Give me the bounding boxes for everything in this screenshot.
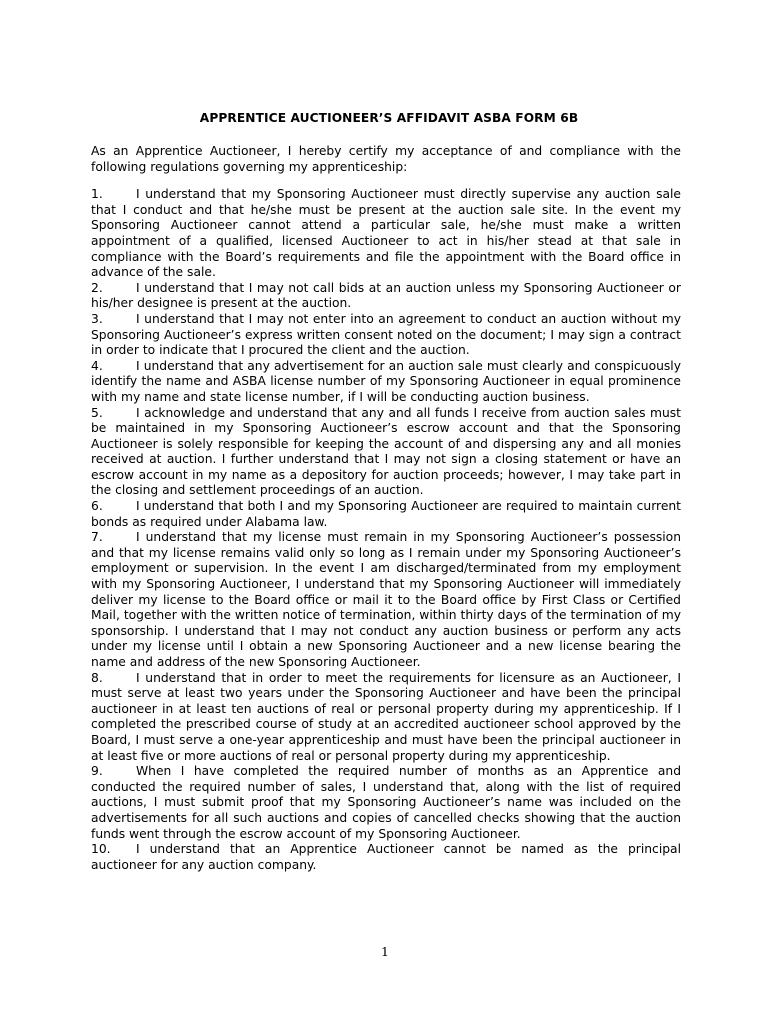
list-item-7 [91,530,681,670]
item-number: 5. [91,405,103,420]
item-number: 1. [91,187,103,202]
item-text: I understand that any advertisement for an auction sale must clearly and conspicuously identify the name and ASBA license number of my Sponsoring Auctioneer in equal prominence with my name and state license number, if I will be conducting auction business. [91,358,681,404]
item-number: 7. [91,530,103,545]
list-item-8 [91,671,681,765]
list-item-6 [91,499,681,530]
list-item-4 [91,359,681,406]
item-number: 3. [91,311,103,326]
item-text: I understand that I may not call bids at an auction unless my Sponsoring Auctioneer or his/her designee is present at the auction. [91,280,681,311]
list-item-5 [91,406,681,500]
item-number: 4. [91,358,103,373]
list-item-3 [91,312,681,359]
item-text: I understand that both I and my Sponsoring Auctioneer are required to maintain current bonds as required under Alabama law. [91,499,681,529]
document-page [91,110,681,873]
item-text: I understand that my Sponsoring Auctioneer must directly supervise any auction sale that I conduct and that he/she must be present at the auction sale site. In the event my Sponsoring Auctioneer cannot attend a particular sale, he/she must make a written appointment of a qualified, licensed Auctioneer to act in his/her stead at that sale in compliance with the Board’s requirements and file the appointment with the Board office in advance of the sale. [91,187,681,280]
item-text: I understand that I may not enter into an agreement to conduct an auction without my Sponsoring Auctioneer’s express written consent noted on the document; I may sign a contract in order to indicate that I procured the client and the auction. [91,311,681,358]
document-title: APPRENTICE AUCTIONEER’S AFFIDAVIT ASBA FORM 6B [199,111,579,125]
list-item-9 [91,764,681,842]
item-text: I understand that an Apprentice Auctioneer cannot be named as the principal auctioneer for any auction company. [91,842,681,872]
item-text: When I have completed the required number of months as an Apprentice and conducted the required number of sales, I understand that, along with the list of required auctions, I must submit proof that my Sponsoring Auctioneer’s name was included on the advertisements for all such auctions and copies of cancelled checks showing that the auction funds went through the escrow account of my Sponsoring Auctioneer. [91,764,681,841]
list-item-2 [91,281,681,312]
list-item-10 [91,842,681,873]
item-number: 8. [91,670,103,685]
item-text: I understand that in order to meet the requirements for licensure as an Auctioneer, I must serve at least two years under the Sponsoring Auctioneer and have been the principal auctioneer in at least ten auctions of real or personal property during my apprenticeship. If I completed the prescribed course of study at an accredited auctioneer school approved by the Board, I must serve a one-year apprenticeship and must have been the principal auctioneer in at least five or more auctions of real or personal property during my apprenticeship. [91,670,681,763]
item-text: I acknowledge and understand that any and all funds I receive from auction sales must be maintained in my Sponsoring Auctioneer’s escrow account and that the Sponsoring Auctioneer is solely responsible for keeping the account of and dispersing any and all monies received at auction. I further understand that I may not sign a closing statement or have an escrow account in my name as a depository for auction proceeds; however, I may take part in the closing and settlement proceedings of an auction. [91,405,681,498]
item-number: 10. [91,842,111,857]
list-item-1 [91,187,681,281]
page-number: 1 [381,944,389,959]
intro-paragraph: As an Apprentice Auctioneer, I hereby certify my acceptance of and compliance with the following regulations governing my apprenticeship: [91,144,681,174]
item-text: I understand that my license must remain in my Sponsoring Auctioneer’s possession and that my license remains valid only so long as I remain under my Sponsoring Auctioneer’s employment or supervision. In the event I am discharged/terminated from my employment with my Sponsoring Auctioneer, I understand that my Sponsoring Auctioneer will immediately deliver my license to the Board office or mail it to the Board office by First Class or Certified Mail, together with the written notice of termination, within thirty days of the termination of my sponsorship. I understand that I may not conduct any auction business or perform any acts under my license until I obtain a new Sponsoring Auctioneer and a new license bearing the name and address of the new Sponsoring Auctioneer. [91,530,681,669]
item-number: 9. [91,764,103,779]
item-number: 6. [91,499,103,514]
item-number: 2. [91,280,103,295]
